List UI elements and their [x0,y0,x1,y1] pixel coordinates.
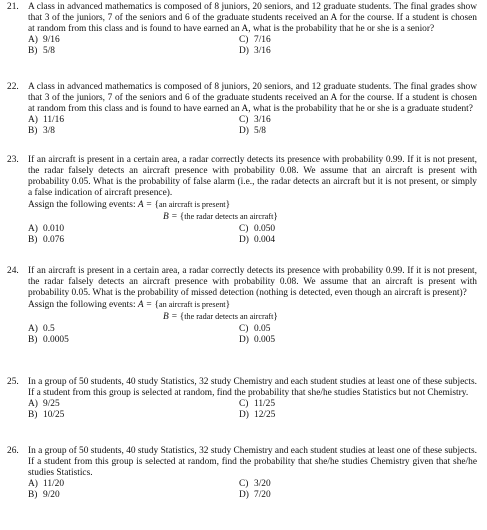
question-24 [7,266,477,346]
question-21 [7,2,477,57]
question-stem: In a group of 50 students, 40 study Statistics, 32 study Chemistry and each student studies at least one of these subjects. If a student from this group is selected at random, find the probability that she/he studies Chemistry given that she/he studies Statistics. [28,446,477,479]
choice-c: C) 3/16 [239,115,271,126]
choice-c: C) 0.05 [239,324,271,335]
choice-c: C) 0.050 [239,224,276,235]
answer-choices [28,115,477,137]
choice-b: B) 3/8 [28,126,55,137]
choice-d: D) 3/16 [239,46,271,57]
answer-choices [28,479,477,501]
choice-a: A) 0.5 [28,324,55,335]
question-stem: If an aircraft is present in a certain area, a radar correctly detects its presence with probability 0.99. If it is not present, the radar falsely detects an aircraft presence with probability 0.08. We assume that an aircraft is present with probability 0.05. What is the probability of false alarm (i.e., the radar detects an aircraft but it is not present, or simply a false indication of aircraft presence). [28,155,477,199]
choice-d: D) 0.004 [239,235,276,246]
question-stem: If an aircraft is present in a certain area, a radar correctly detects its presence with probability 0.99. If it is not present, the radar falsely detects an aircraft presence with probability 0.08. We assume that an aircraft is present with probability 0.05. What is the probability of missed detection (nothing is detected, even though an aircraft is present)? [28,266,477,299]
answer-choices [28,324,477,346]
question-number: 24. [7,266,19,276]
question-stem: A class in advanced mathematics is composed of 8 juniors, 20 seniors, and 12 graduate students. The final grades show that 3 of the juniors, 7 of the seniors and 6 of the graduate students received an A for the course. If a student is chosen at random from this class and is found to have earned an A, what is the probability that he or she is a senior? [28,2,477,35]
choice-c: C) 7/16 [239,35,271,46]
answer-choices [28,399,477,421]
choice-a: A) 9/25 [28,399,60,410]
question-number: 25. [7,377,19,387]
question-stem: In a group of 50 students, 40 study Statistics, 32 study Chemistry and each student studies at least one of these subjects. If a student from this group is selected at random, find the probability that she/he studies Statistics but not Chemistry. [28,377,477,399]
choice-a: A) 9/16 [28,35,60,46]
choice-b: B) 0.076 [28,235,65,246]
answer-choices [28,35,477,57]
event-a-definition: Assign the following events: A = {an aircraft is present} [28,200,231,211]
question-23 [7,155,477,246]
question-number: 22. [7,82,19,92]
choice-d: D) 0.005 [239,335,276,346]
choice-a: A) 0.010 [28,224,65,235]
event-a-definition: Assign the following events: A = {an aircraft is present} [28,300,231,311]
choice-a: A) 11/20 [28,479,65,490]
event-b-definition: B = {the radar detects an aircraft} [163,312,278,323]
choice-d: D) 7/20 [239,490,271,501]
question-number: 23. [7,155,19,165]
question-26 [7,446,477,501]
question-stem: A class in advanced mathematics is composed of 8 juniors, 20 seniors, and 12 graduate students. The final grades show that 3 of the juniors, 7 of the seniors and 6 of the graduate students received an A for the course. If a student is chosen at random from this class and is found to have earned an A, what is the probability that he or she is a graduate student? [28,82,477,115]
choice-a: A) 11/16 [28,115,65,126]
event-b-definition: B = {the radar detects an aircraft} [163,212,278,223]
choice-b: B) 9/20 [28,490,60,501]
choice-d: D) 12/25 [239,410,276,421]
question-number: 26. [7,446,19,456]
question-number: 21. [7,2,19,12]
choice-b: B) 0.0005 [28,335,69,346]
question-25 [7,377,477,421]
choice-d: D) 5/8 [239,126,266,137]
choice-c: C) 11/25 [239,399,276,410]
answer-choices [28,224,477,246]
question-22 [7,82,477,137]
choice-b: B) 5/8 [28,46,55,57]
choice-b: B) 10/25 [28,410,65,421]
choice-c: C) 3/20 [239,479,271,490]
